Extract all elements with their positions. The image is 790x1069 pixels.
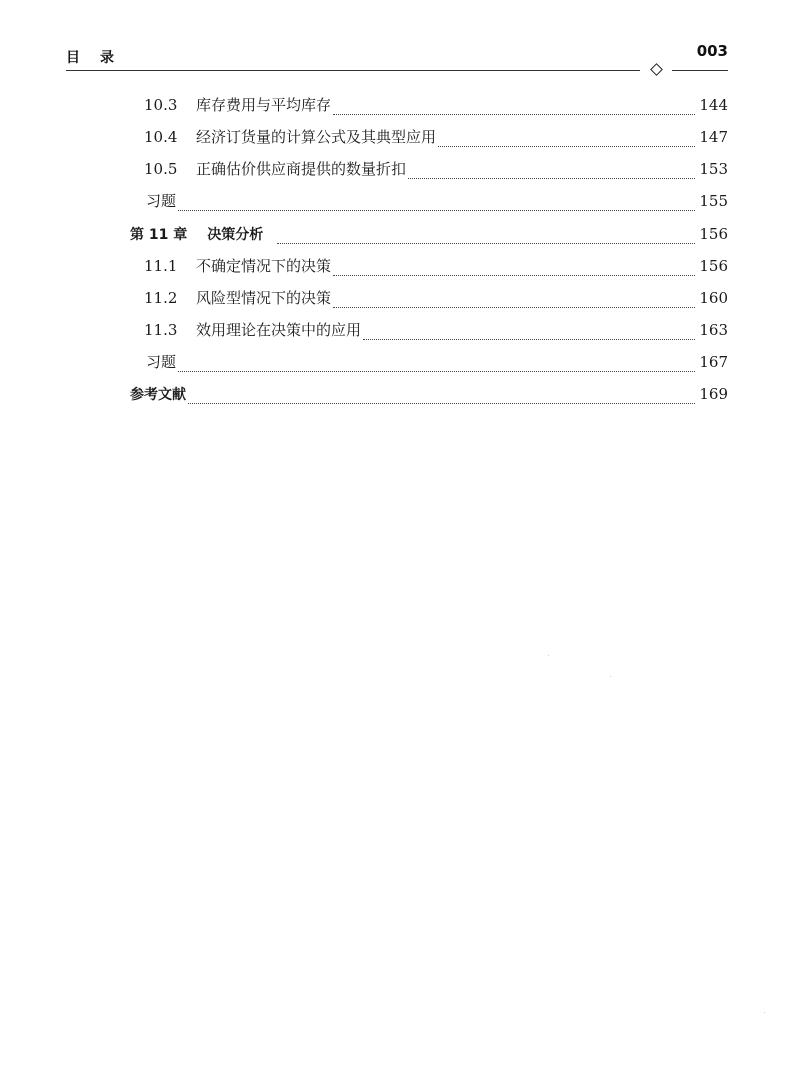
page-ref: 156 [699,257,728,275]
page-ref: 147 [699,128,728,146]
toc-entry [146,350,728,374]
toc-chapter-entry [130,222,728,246]
toc-entry [144,125,728,149]
toc-entry [144,286,728,310]
references-title: 参考文献 [130,387,186,403]
chapter-number: 第 11 章 [130,227,188,243]
section-number: 11.2 [144,289,178,307]
toc-entry [144,254,728,278]
dot-leader [438,132,695,147]
dot-leader [188,389,695,404]
toc-entry [144,318,728,342]
header-rule-right [672,70,728,71]
section-number: 10.5 [144,160,178,178]
page-ref: 167 [699,353,728,371]
toc-entry [146,189,728,213]
section-title: 效用理论在决策中的应用 [196,321,362,339]
page-ref: 160 [699,289,728,307]
toc-entry [144,157,728,181]
section-title: 经济订货量的计算公式及其典型应用 [196,128,437,146]
dot-leader [277,229,695,244]
section-number: 10.4 [144,128,178,146]
page-number: 003 [696,42,728,60]
dot-leader [333,261,695,276]
section-title: 风险型情况下的决策 [196,289,332,307]
page-ref: 153 [699,160,728,178]
diamond-ornament-icon [650,63,663,76]
section-title: 库存费用与平均库存 [196,96,332,114]
scan-speck [764,1012,765,1013]
exercises-title: 习题 [146,192,177,210]
page-ref: 144 [699,96,728,114]
exercises-title: 习题 [146,353,177,371]
page-ref: 163 [699,321,728,339]
section-number: 11.1 [144,257,178,275]
toc-entry [144,93,728,117]
dot-leader [333,100,695,115]
section-number: 11.3 [144,321,178,339]
dot-leader [178,196,695,211]
dot-leader [363,325,695,340]
chapter-title: 决策分析 [207,227,264,243]
toc-references-entry [130,382,728,406]
dot-leader [333,293,695,308]
dot-leader [178,357,695,372]
page-ref: 169 [699,385,728,403]
page-ref: 156 [699,225,728,243]
page-ref: 155 [699,192,728,210]
header-rule [66,70,640,71]
scan-speck [548,655,549,656]
scan-speck [610,676,611,677]
section-title: 不确定情况下的决策 [196,257,332,275]
section-title: 正确估价供应商提供的数量折扣 [196,160,407,178]
dot-leader [408,164,695,179]
section-number: 10.3 [144,96,178,114]
running-head: 目录 [66,50,134,66]
